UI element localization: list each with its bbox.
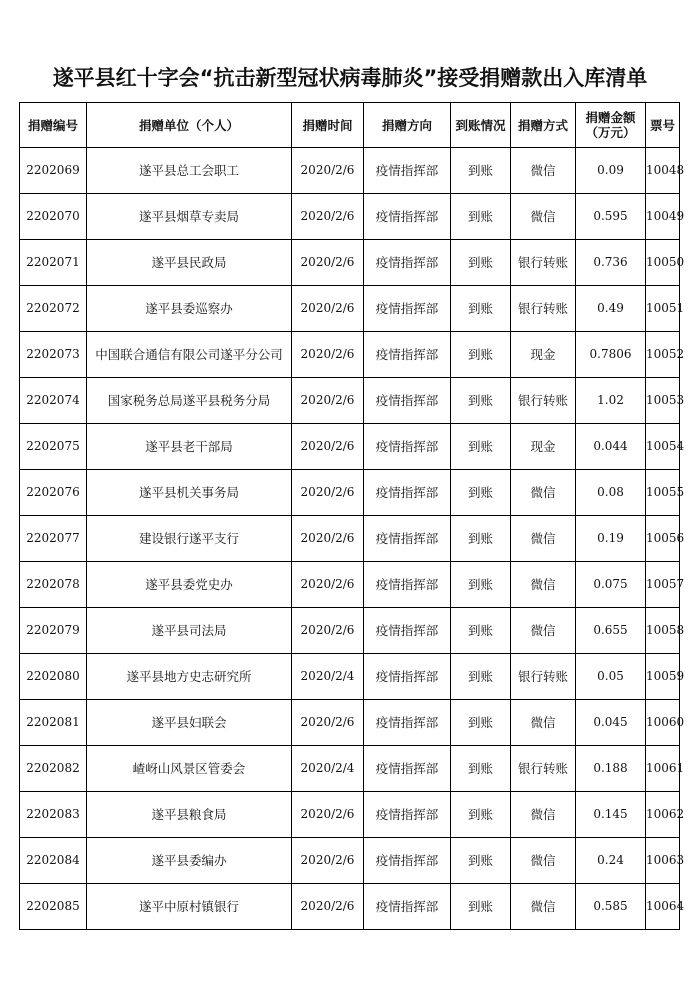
cell-donation-direction: 疫情指挥部: [364, 286, 451, 332]
cell-donation-id: 2202080: [20, 654, 87, 700]
cell-donation-date: 2020/2/4: [292, 654, 364, 700]
table-row: [20, 286, 680, 332]
cell-donor-unit: 遂平县委党史办: [87, 562, 292, 608]
cell-donation-id: 2202071: [20, 240, 87, 286]
cell-donation-amount: 0.05: [576, 654, 646, 700]
cell-donation-direction: 疫情指挥部: [364, 608, 451, 654]
cell-donation-direction: 疫情指挥部: [364, 516, 451, 562]
cell-donation-direction: 疫情指挥部: [364, 332, 451, 378]
table-row: [20, 378, 680, 424]
cell-donation-date: 2020/2/6: [292, 516, 364, 562]
header-amount-unit: （万元）: [585, 125, 636, 140]
cell-donation-amount: 0.044: [576, 424, 646, 470]
cell-ticket-number: 10062: [646, 792, 680, 838]
cell-donation-amount: 0.075: [576, 562, 646, 608]
cell-donor-unit: 遂平县机关事务局: [87, 470, 292, 516]
cell-donation-amount: 0.09: [576, 148, 646, 194]
cell-donation-method: 银行转账: [511, 654, 576, 700]
cell-arrival-status: 到账: [451, 746, 511, 792]
cell-donor-unit: 嵖岈山风景区管委会: [87, 746, 292, 792]
cell-donation-method: 微信: [511, 516, 576, 562]
table-row: [20, 424, 680, 470]
table-row: [20, 470, 680, 516]
cell-arrival-status: 到账: [451, 608, 511, 654]
cell-donation-id: 2202069: [20, 148, 87, 194]
cell-arrival-status: 到账: [451, 240, 511, 286]
cell-arrival-status: 到账: [451, 838, 511, 884]
cell-donation-id: 2202074: [20, 378, 87, 424]
cell-donation-date: 2020/2/6: [292, 240, 364, 286]
cell-arrival-status: 到账: [451, 884, 511, 930]
cell-donation-date: 2020/2/6: [292, 700, 364, 746]
cell-donor-unit: 遂平县民政局: [87, 240, 292, 286]
cell-donor-unit: 遂平县总工会职工: [87, 148, 292, 194]
cell-donation-method: 现金: [511, 332, 576, 378]
cell-donor-unit: 遂平县司法局: [87, 608, 292, 654]
cell-ticket-number: 10056: [646, 516, 680, 562]
cell-donation-direction: 疫情指挥部: [364, 562, 451, 608]
cell-donor-unit: 遂平县地方史志研究所: [87, 654, 292, 700]
cell-ticket-number: 10053: [646, 378, 680, 424]
header-donation-date: 捐赠时间: [292, 103, 364, 148]
table-row: [20, 562, 680, 608]
cell-donation-date: 2020/2/6: [292, 332, 364, 378]
cell-donation-amount: 0.585: [576, 884, 646, 930]
header-ticket-number: 票号: [646, 103, 680, 148]
cell-donation-date: 2020/2/6: [292, 286, 364, 332]
header-donation-direction: 捐赠方向: [364, 103, 451, 148]
header-donation-id: 捐赠编号: [20, 103, 87, 148]
cell-donation-id: 2202084: [20, 838, 87, 884]
cell-donation-direction: 疫情指挥部: [364, 378, 451, 424]
cell-donation-direction: 疫情指挥部: [364, 838, 451, 884]
cell-donor-unit: 中国联合通信有限公司遂平分公司: [87, 332, 292, 378]
cell-arrival-status: 到账: [451, 700, 511, 746]
table-body: [20, 148, 685, 930]
cell-ticket-number: 10051: [646, 286, 680, 332]
cell-donation-direction: 疫情指挥部: [364, 884, 451, 930]
cell-donor-unit: 遂平中原村镇银行: [87, 884, 292, 930]
cell-arrival-status: 到账: [451, 654, 511, 700]
table-row: [20, 608, 680, 654]
cell-donation-date: 2020/2/6: [292, 562, 364, 608]
header-donor-unit: 捐赠单位（个人）: [87, 103, 292, 148]
cell-arrival-status: 到账: [451, 562, 511, 608]
cell-donation-date: 2020/2/6: [292, 608, 364, 654]
cell-donation-direction: 疫情指挥部: [364, 792, 451, 838]
table-row: [20, 240, 680, 286]
cell-donation-direction: 疫情指挥部: [364, 700, 451, 746]
table-row: [20, 194, 680, 240]
cell-donation-method: 微信: [511, 792, 576, 838]
cell-donation-id: 2202077: [20, 516, 87, 562]
cell-donation-id: 2202082: [20, 746, 87, 792]
cell-ticket-number: 10063: [646, 838, 680, 884]
table-row: [20, 654, 680, 700]
cell-arrival-status: 到账: [451, 378, 511, 424]
cell-donation-id: 2202072: [20, 286, 87, 332]
cell-ticket-number: 10057: [646, 562, 680, 608]
cell-donation-direction: 疫情指挥部: [364, 746, 451, 792]
cell-donor-unit: 遂平县委编办: [87, 838, 292, 884]
cell-donor-unit: 遂平县老干部局: [87, 424, 292, 470]
cell-arrival-status: 到账: [451, 286, 511, 332]
cell-donation-id: 2202075: [20, 424, 87, 470]
cell-ticket-number: 10059: [646, 654, 680, 700]
cell-donation-amount: 0.08: [576, 470, 646, 516]
cell-donation-amount: 0.19: [576, 516, 646, 562]
cell-donation-method: 银行转账: [511, 378, 576, 424]
cell-donation-id: 2202078: [20, 562, 87, 608]
cell-donation-method: 银行转账: [511, 746, 576, 792]
cell-donation-date: 2020/2/6: [292, 792, 364, 838]
cell-donation-method: 现金: [511, 424, 576, 470]
cell-arrival-status: 到账: [451, 424, 511, 470]
table-row: [20, 792, 680, 838]
cell-donation-direction: 疫情指挥部: [364, 194, 451, 240]
cell-ticket-number: 10054: [646, 424, 680, 470]
cell-ticket-number: 10060: [646, 700, 680, 746]
cell-donation-method: 微信: [511, 194, 576, 240]
cell-donation-date: 2020/2/6: [292, 470, 364, 516]
cell-donation-direction: 疫情指挥部: [364, 470, 451, 516]
cell-donation-method: 银行转账: [511, 240, 576, 286]
cell-donation-method: 微信: [511, 470, 576, 516]
cell-donor-unit: 国家税务总局遂平县税务分局: [87, 378, 292, 424]
cell-donor-unit: 遂平县妇联会: [87, 700, 292, 746]
cell-ticket-number: 10055: [646, 470, 680, 516]
cell-donation-amount: 0.49: [576, 286, 646, 332]
cell-arrival-status: 到账: [451, 516, 511, 562]
table-row: [20, 516, 680, 562]
cell-donation-date: 2020/2/6: [292, 838, 364, 884]
header-amount-label: 捐赠金额: [585, 110, 636, 125]
cell-ticket-number: 10064: [646, 884, 680, 930]
cell-donation-amount: 0.655: [576, 608, 646, 654]
header-arrival-status: 到账情况: [451, 103, 511, 148]
cell-donation-amount: 0.7806: [576, 332, 646, 378]
cell-arrival-status: 到账: [451, 470, 511, 516]
cell-donation-method: 微信: [511, 884, 576, 930]
cell-ticket-number: 10048: [646, 148, 680, 194]
cell-donation-date: 2020/2/6: [292, 194, 364, 240]
cell-donation-method: 银行转账: [511, 286, 576, 332]
cell-ticket-number: 10050: [646, 240, 680, 286]
cell-donation-amount: 0.188: [576, 746, 646, 792]
cell-donation-date: 2020/2/6: [292, 424, 364, 470]
table-row: [20, 332, 680, 378]
cell-donation-direction: 疫情指挥部: [364, 148, 451, 194]
cell-donation-direction: 疫情指挥部: [364, 424, 451, 470]
cell-donation-method: 微信: [511, 148, 576, 194]
cell-donation-id: 2202081: [20, 700, 87, 746]
cell-donation-method: 微信: [511, 700, 576, 746]
cell-donor-unit: 遂平县委巡察办: [87, 286, 292, 332]
cell-donation-id: 2202070: [20, 194, 87, 240]
cell-donor-unit: 建设银行遂平支行: [87, 516, 292, 562]
cell-donation-method: 微信: [511, 562, 576, 608]
cell-donation-amount: 1.02: [576, 378, 646, 424]
header-donation-method: 捐赠方式: [511, 103, 576, 148]
cell-donation-amount: 0.045: [576, 700, 646, 746]
table-row: [20, 148, 680, 194]
cell-donation-id: 2202079: [20, 608, 87, 654]
header-donation-amount: [576, 103, 646, 148]
cell-ticket-number: 10058: [646, 608, 680, 654]
cell-arrival-status: 到账: [451, 194, 511, 240]
cell-donation-date: 2020/2/6: [292, 148, 364, 194]
cell-donation-id: 2202083: [20, 792, 87, 838]
table-row: [20, 700, 680, 746]
cell-arrival-status: 到账: [451, 148, 511, 194]
cell-donation-date: 2020/2/6: [292, 378, 364, 424]
cell-ticket-number: 10049: [646, 194, 680, 240]
cell-donation-id: 2202073: [20, 332, 87, 378]
page-title: 遂平县红十字会“抗击新型冠状病毒肺炎”接受捐赠款出入库清单: [52, 66, 648, 90]
cell-donation-id: 2202076: [20, 470, 87, 516]
cell-donation-date: 2020/2/6: [292, 884, 364, 930]
cell-donation-amount: 0.736: [576, 240, 646, 286]
cell-arrival-status: 到账: [451, 792, 511, 838]
cell-donation-amount: 0.595: [576, 194, 646, 240]
cell-arrival-status: 到账: [451, 332, 511, 378]
cell-donation-method: 微信: [511, 608, 576, 654]
table-row: [20, 746, 680, 792]
cell-donation-amount: 0.24: [576, 838, 646, 884]
table-row: [20, 838, 680, 884]
cell-donation-id: 2202085: [20, 884, 87, 930]
cell-donation-direction: 疫情指挥部: [364, 240, 451, 286]
cell-donor-unit: 遂平县烟草专卖局: [87, 194, 292, 240]
cell-donation-direction: 疫情指挥部: [364, 654, 451, 700]
cell-donor-unit: 遂平县粮食局: [87, 792, 292, 838]
cell-donation-date: 2020/2/4: [292, 746, 364, 792]
cell-donation-amount: 0.145: [576, 792, 646, 838]
cell-ticket-number: 10061: [646, 746, 680, 792]
donation-table: [19, 102, 685, 930]
table-header-row: [20, 103, 680, 148]
cell-donation-method: 微信: [511, 838, 576, 884]
table-row: [20, 884, 680, 930]
cell-ticket-number: 10052: [646, 332, 680, 378]
